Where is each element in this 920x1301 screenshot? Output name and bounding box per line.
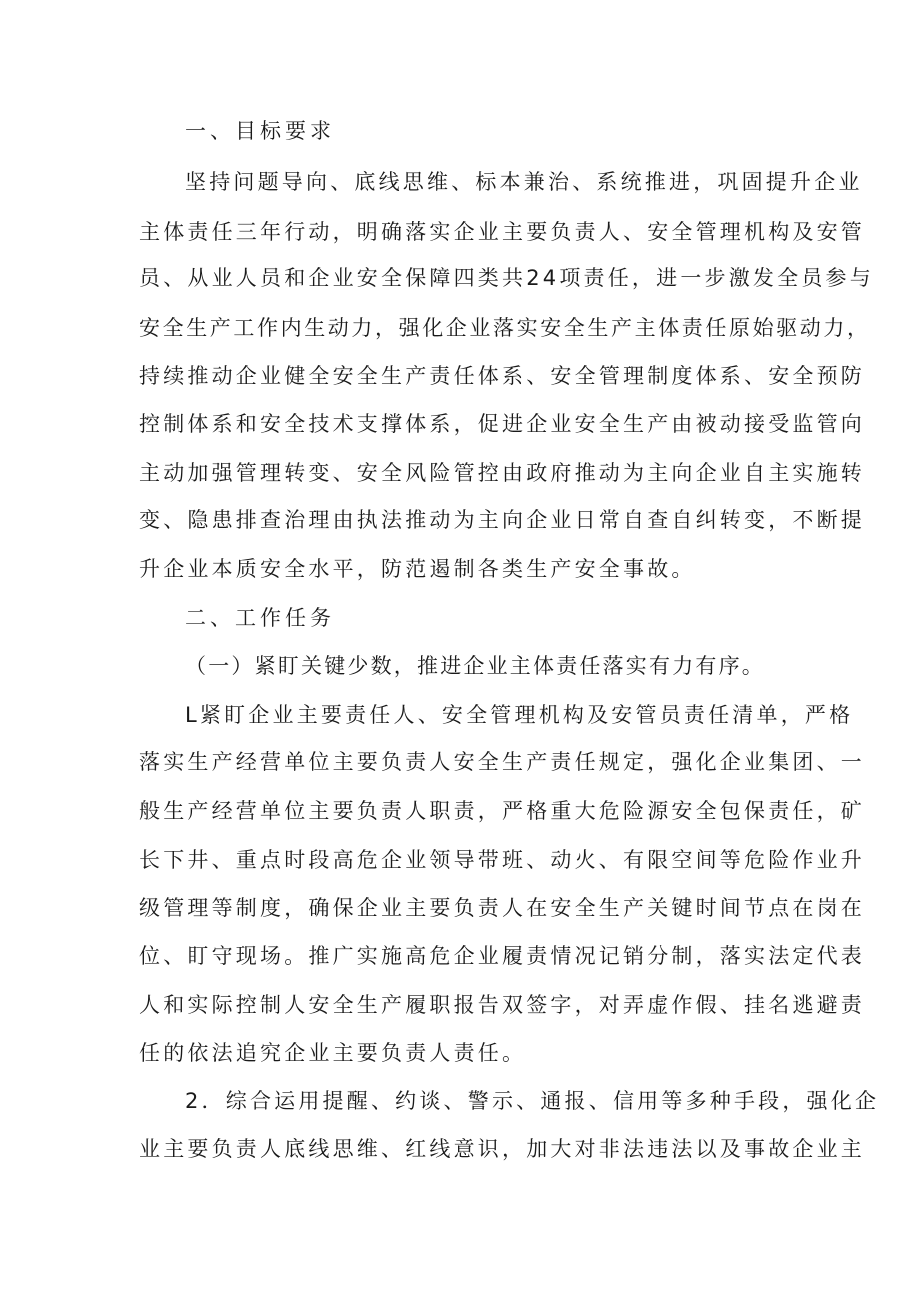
paragraph-line: 变、隐患排查治理由执法推动为主向企业日常自查自纠转变，不断提 — [139, 508, 865, 532]
paragraph-line: 员、从业人员和企业安全保障四类共24项责任，进一步激发全员参与 — [139, 266, 874, 290]
section-heading-tasks: 二、工作任务 — [185, 606, 335, 630]
paragraph-line: 业主要负责人底线思维、红线意识，加大对非法违法以及事故企业主 — [139, 1137, 865, 1161]
paragraph-line: L紧盯企业主要责任人、安全管理机构及安管员责任清单，严格 — [185, 703, 854, 727]
paragraph-line: 2．综合运用提醒、约谈、警示、通报、信用等多种手段，强化企 — [185, 1089, 880, 1113]
paragraph-line: 人和实际控制人安全生产履职报告双签字，对弄虚作假、挂名逃避责 — [139, 993, 865, 1017]
section-heading-goals: 一、目标要求 — [185, 119, 335, 143]
paragraph-line: 般生产经营单位主要负责人职责，严格重大危险源安全包保责任，矿 — [139, 799, 865, 823]
paragraph-line: 主动加强管理转变、安全风险管控由政府推动为主向企业自主实施转 — [139, 461, 865, 485]
paragraph-line: 控制体系和安全技术支撑体系，促进企业安全生产由被动接受监管向 — [139, 412, 865, 436]
paragraph-line: 级管理等制度，确保企业主要负责人在安全生产关键时间节点在岗在 — [139, 896, 865, 920]
paragraph-line: 长下井、重点时段高危企业领导带班、动火、有限空间等危险作业升 — [139, 848, 865, 872]
paragraph-line: 任的依法追究企业主要负责人责任。 — [139, 1041, 527, 1065]
subsection-heading: （一）紧盯关键少数，推进企业主体责任落实有力有序。 — [185, 654, 765, 678]
paragraph-line: 安全生产工作内生动力，强化企业落实安全生产主体责任原始驱动力， — [139, 316, 871, 340]
paragraph-line: 持续推动企业健全安全生产责任体系、安全管理制度体系、安全预防 — [139, 364, 865, 388]
paragraph-line: 落实生产经营单位主要负责人安全生产责任规定，强化企业集团、一 — [139, 750, 865, 774]
paragraph-line: 升企业本质安全水平，防范遏制各类生产安全事故。 — [139, 557, 696, 581]
paragraph-line: 位、盯守现场。推广实施高危企业履责情况记销分制，落实法定代表 — [139, 944, 865, 968]
paragraph-line: 坚持问题导向、底线思维、标本兼治、系统推进，巩固提升企业 — [185, 170, 863, 194]
paragraph-line: 主体责任三年行动，明确落实企业主要负责人、安全管理机构及安管 — [139, 220, 865, 244]
